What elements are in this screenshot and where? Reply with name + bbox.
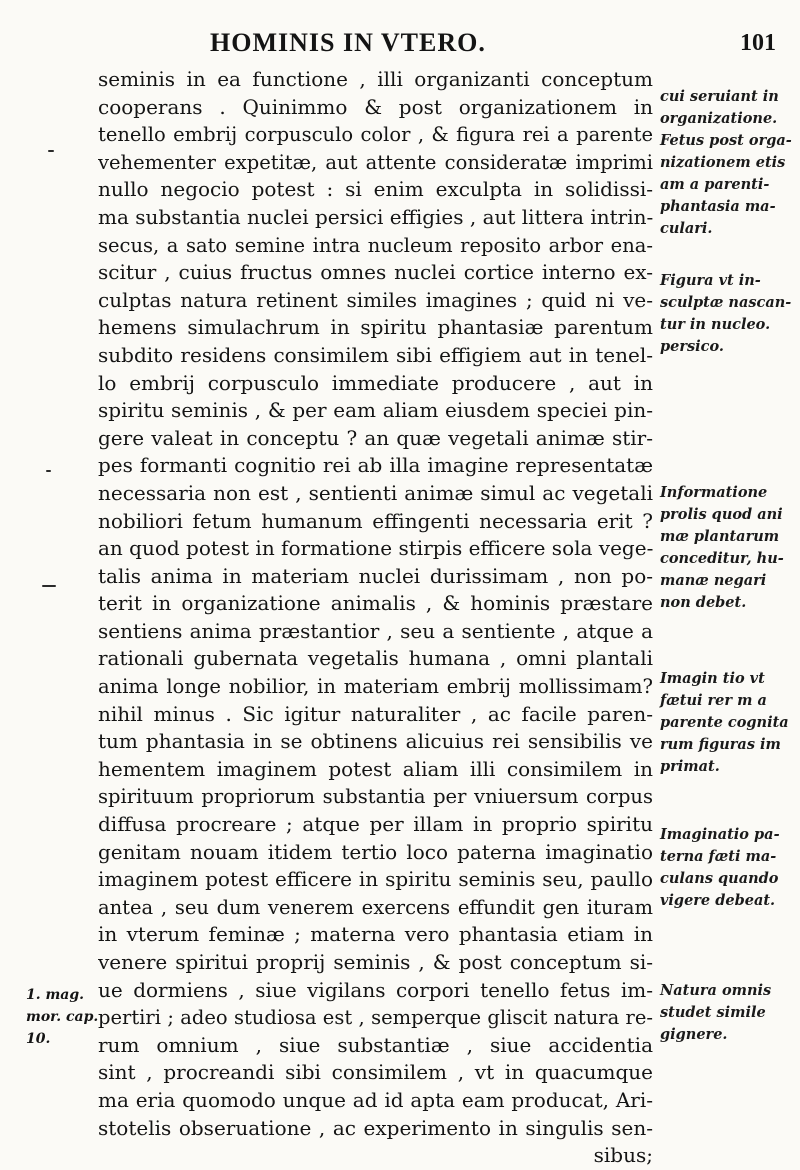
margin-note-line: manæ negari bbox=[660, 572, 767, 589]
text-line: culptas natura retinent similes imagines ; quid ni ve- bbox=[98, 287, 653, 312]
margin-note-line: parente cognita bbox=[660, 714, 789, 731]
margin-note-3 bbox=[660, 482, 796, 614]
text-line: hementem imaginem potest aliam illi consimilem in bbox=[98, 756, 653, 781]
text-line: subdito residens consimilem sibi effigiem aut in tenel- bbox=[98, 342, 653, 367]
left-margin-reference bbox=[26, 984, 106, 1050]
text-line: lo embrij corpusculo immediate producere , aut in bbox=[98, 370, 653, 395]
margin-note-line: Figura vt in- bbox=[660, 272, 761, 289]
margin-note-line: studet simile bbox=[660, 1004, 766, 1021]
ink-dash bbox=[46, 470, 51, 472]
margin-note-line: persico. bbox=[660, 338, 724, 355]
margin-note-1 bbox=[660, 86, 796, 240]
margin-note-line: conceditur, hu- bbox=[660, 550, 784, 567]
text-line: gere valeat in conceptu ? an quæ vegetali animæ stir- bbox=[98, 425, 653, 450]
margin-note-line: phantasia ma- bbox=[660, 198, 776, 215]
margin-note-line: tur in nucleo. bbox=[660, 316, 771, 333]
text-line: secus, a sato semine intra nucleum reposito arbor ena- bbox=[98, 233, 653, 257]
margin-note-line: Imagin tio vt bbox=[660, 670, 765, 687]
text-line: diffusa procreare ; atque per illam in proprio spiritu bbox=[98, 812, 653, 837]
text-line: spirituum propriorum substantia per vniuersum corpus bbox=[98, 785, 653, 809]
text-line: venere spiritui proprij seminis , & post conceptum si- bbox=[98, 950, 653, 974]
left-note-line: 10. bbox=[26, 1031, 51, 1047]
ink-dash bbox=[48, 150, 54, 152]
margin-note-line: culari. bbox=[660, 220, 713, 237]
text-line: rum omnium , siue substantiæ , siue accidentia bbox=[98, 1032, 653, 1057]
margin-note-line: rum figuras im bbox=[660, 736, 781, 753]
text-line: ue dormiens , siue vigilans corpori tenello fetus im- bbox=[98, 977, 653, 1002]
margin-note-line: primat. bbox=[660, 758, 720, 775]
text-line: terit in organizatione animalis , & hominis præstare bbox=[98, 591, 653, 616]
text-line: genitam nouam itidem tertio loco paterna imaginatio bbox=[98, 839, 653, 864]
margin-note-5 bbox=[660, 824, 796, 912]
text-line: ma substantia nuclei persici effigies , aut littera intrin- bbox=[98, 204, 653, 229]
running-head: HOMINIS IN VTERO. bbox=[210, 28, 486, 57]
margin-note-line: vigere debeat. bbox=[660, 892, 776, 909]
margin-note-line: Informatione bbox=[660, 484, 768, 501]
text-line: necessaria non est , sentienti animæ simul ac vegetali bbox=[98, 480, 653, 505]
text-line: talis anima in materiam nuclei durissimam , non po- bbox=[98, 563, 653, 588]
text-line: cooperans . Quinimmo & post organizationem in bbox=[98, 94, 653, 119]
text-line: tum phantasia in se obtinens alicuius rei sensibilis ve bbox=[98, 729, 653, 754]
text-line: rationali gubernata vegetalis humana , omni plantali bbox=[98, 646, 653, 671]
margin-note-4 bbox=[660, 668, 796, 778]
margin-note-line: sculptæ nascan- bbox=[660, 294, 792, 311]
text-line: imaginem potest efficere in spiritu seminis seu, paullo bbox=[98, 867, 653, 892]
text-line: seminis in ea functione , illi organizanti conceptum bbox=[98, 67, 653, 91]
margin-note-6 bbox=[660, 980, 796, 1046]
text-line: an quod potest in formatione stirpis efficere sola vege- bbox=[98, 536, 653, 561]
text-line: nobiliori fetum humanum effingenti necessaria erit ? bbox=[98, 508, 653, 533]
text-line: antea , seu dum venerem exercens effundit gen ituram bbox=[98, 895, 653, 919]
page-header bbox=[100, 24, 790, 64]
text-line: scitur , cuius fructus omnes nuclei cortice interno ex- bbox=[98, 260, 653, 285]
margin-note-2 bbox=[660, 270, 796, 358]
margin-note-line: organizatione. bbox=[660, 110, 778, 127]
margin-note-line: culans quando bbox=[660, 870, 779, 887]
margin-note-line: terna fæti ma- bbox=[660, 848, 777, 865]
text-line: vehementer expetitæ, aut attente consideratæ imprimi bbox=[98, 150, 653, 174]
text-line: nullo negocio potest : si enim exculpta in solidissi- bbox=[98, 177, 653, 202]
margin-note-line: Fetus post orga- bbox=[660, 132, 792, 149]
text-line: pertiri ; adeo studiosa est , semperque gliscit natura re- bbox=[98, 1006, 653, 1030]
text-line: ma eria quomodo unque ad id apta eam producat, Ari- bbox=[98, 1087, 653, 1112]
margin-note-line: mæ plantarum bbox=[660, 528, 780, 545]
margin-note-line: gignere. bbox=[660, 1026, 728, 1043]
margin-note-line: Imaginatio pa- bbox=[660, 826, 780, 843]
margin-note-line: prolis quod ani bbox=[660, 506, 783, 523]
text-line: in vterum feminæ ; materna vero phantasia etiam in bbox=[98, 922, 653, 947]
left-note-line: mor. cap. bbox=[26, 1009, 99, 1025]
text-line: sibus; bbox=[593, 1143, 653, 1168]
ink-dash bbox=[42, 585, 56, 587]
text-line: stotelis obseruatione , ac experimento in singulis sen- bbox=[98, 1115, 653, 1140]
text-line: pes formanti cognitio rei ab illa imagine representatæ bbox=[98, 453, 653, 478]
margin-note-line: am a parenti- bbox=[660, 176, 770, 193]
main-text-block bbox=[98, 66, 653, 1170]
text-line: nihil minus . Sic igitur naturaliter , ac facile paren- bbox=[98, 701, 653, 726]
text-line: hemens simulachrum in spiritu phantasiæ parentum bbox=[98, 315, 653, 340]
text-line: anima longe nobilior, in materiam embrij mollissimam? bbox=[98, 675, 653, 699]
text-line: sentiens anima præstantior , seu a sentiente , atque a bbox=[98, 618, 653, 643]
margin-note-line: nizationem etis bbox=[660, 154, 786, 171]
margin-note-line: Natura omnis bbox=[660, 982, 772, 999]
left-note-line: 1. mag. bbox=[26, 987, 85, 1003]
margin-note-line: non debet. bbox=[660, 594, 747, 611]
page-number: 101 bbox=[740, 30, 776, 56]
text-line: sint , procreandi sibi consimilem , vt in quacumque bbox=[98, 1060, 653, 1085]
margin-note-line: fætui rer m a bbox=[660, 692, 767, 709]
margin-note-line: cui seruiant in bbox=[660, 88, 779, 105]
text-line: spiritu seminis , & per eam aliam eiusdem speciei pin- bbox=[98, 398, 653, 423]
text-line: tenello embrij corpusculo color , & figura rei a parente bbox=[98, 123, 653, 147]
